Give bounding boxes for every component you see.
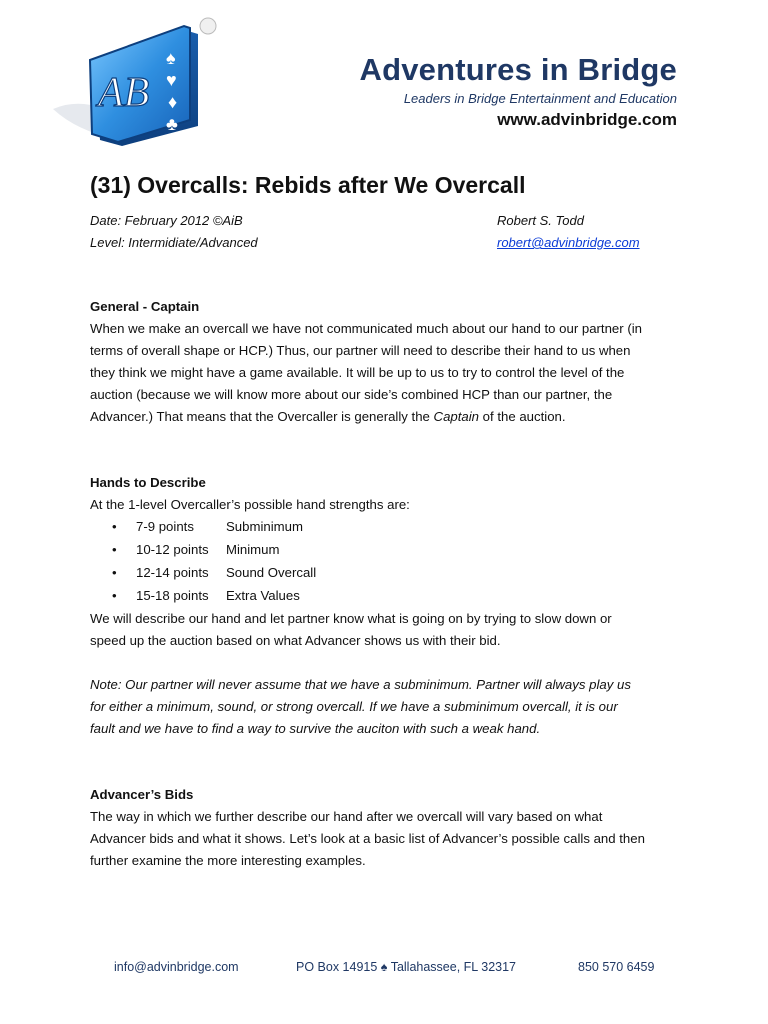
footer-email[interactable]: info@advinbridge.com <box>114 960 239 974</box>
paragraph-line: The way in which we further describe our hand after we overcall will vary based on what <box>90 809 603 824</box>
svg-text:AB: AB <box>98 70 150 116</box>
brand-header <box>360 50 678 132</box>
svg-text:♦: ♦ <box>168 92 178 112</box>
section-heading-hands: Hands to Describe <box>90 475 206 490</box>
aib-logo <box>48 14 223 149</box>
brand-title: Adventures in Bridge <box>359 52 677 87</box>
svg-text:♠: ♠ <box>166 48 176 68</box>
section-heading-advancer: Advancer’s Bids <box>90 787 194 802</box>
author-name: Robert S. Todd <box>497 213 584 228</box>
document-meta-right <box>497 210 640 254</box>
paragraph-line: Advancer.) That means that the Overcaller is generally the Captain of the auction. <box>90 409 566 424</box>
list-item: • 7-9 points Subminimum <box>112 519 303 534</box>
footer-phone: 850 570 6459 <box>578 960 655 974</box>
paragraph-line: At the 1-level Overcaller’s possible hand strengths are: <box>90 497 410 512</box>
date-line: Date: February 2012 ©AiB <box>90 213 243 228</box>
paragraph-line: When we make an overcall we have not communicated much about our hand to our partner (in <box>90 321 642 336</box>
brand-tagline: Leaders in Bridge Entertainment and Education <box>403 91 677 106</box>
paragraph-line: Advancer bids and what it shows. Let’s look at a basic list of Advancer’s possible calls and then <box>90 831 645 846</box>
list-item: • 15-18 points Extra Values <box>112 588 300 603</box>
note-line: fault and we have to find a way to survive the auciton with such a weak hand. <box>90 721 541 736</box>
document-body <box>90 296 690 872</box>
svg-text:♥: ♥ <box>166 70 177 90</box>
hand-strength-list <box>90 516 690 608</box>
section-heading-general: General - Captain <box>90 299 200 314</box>
paragraph-line: We will describe our hand and let partner know what is going on by trying to slow down or <box>90 611 612 626</box>
document-meta-left <box>90 210 258 254</box>
svg-text:♣: ♣ <box>166 114 178 134</box>
author-email-link[interactable]: robert@advinbridge.com <box>497 235 640 250</box>
paragraph-line: terms of overall shape or HCP.) Thus, our partner will need to describe their hand to us when <box>90 343 631 358</box>
note-line: Note: Our partner will never assume that we have a subminimum. Partner will always play us <box>90 677 631 692</box>
note-line: for either a minimum, sound, or strong overcall. If we have a subminimum overcall, it is our <box>90 699 618 714</box>
level-line: Level: Intermidiate/Advanced <box>90 235 258 250</box>
paragraph-line: auction (because we will know more about our side’s combined HCP than our partner, the <box>90 387 613 402</box>
list-item: • 12-14 points Sound Overcall <box>112 565 317 580</box>
list-item: • 10-12 points Minimum <box>112 542 280 557</box>
paragraph-line: speed up the auction based on what Advancer shows us with their bid. <box>90 633 501 648</box>
document-title: (31) Overcalls: Rebids after We Overcall <box>90 172 526 198</box>
captain-emphasis: Captain <box>433 409 480 424</box>
spade-icon: ♠ <box>380 960 388 974</box>
brand-website-link[interactable]: www.advinbridge.com <box>497 110 677 129</box>
paragraph-line: further examine the more interesting examples. <box>90 853 366 868</box>
paragraph-line: they think we might have a game available. It will be up to us to try to control the level of the <box>90 365 625 380</box>
footer-address: PO Box 14915 ♠ Tallahassee, FL 32317 <box>296 960 517 974</box>
